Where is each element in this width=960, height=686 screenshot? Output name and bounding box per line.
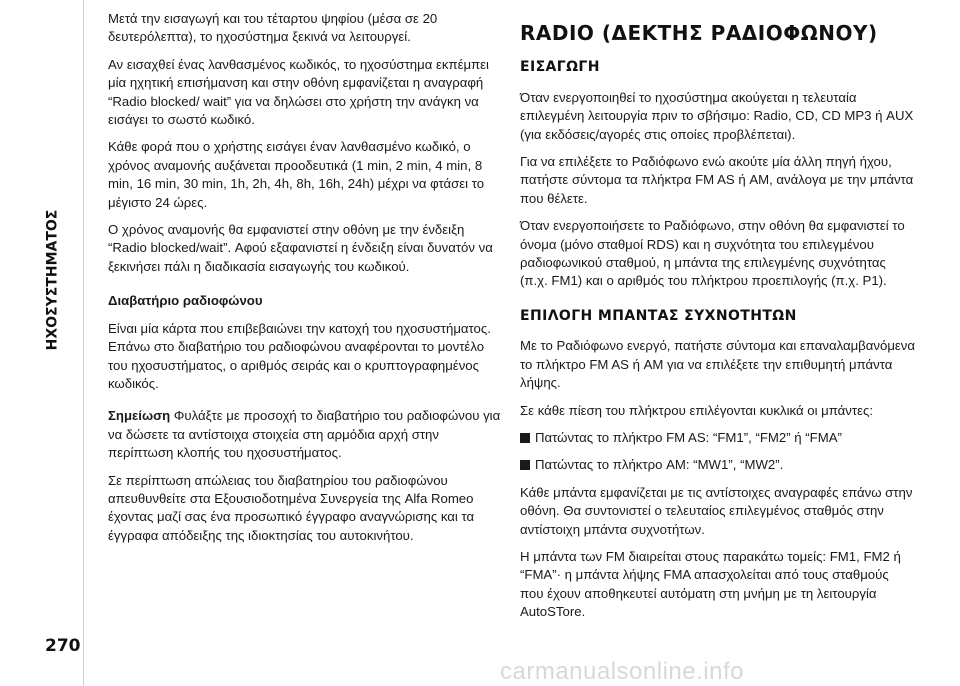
square-bullet-icon — [520, 433, 530, 443]
list-item — [520, 429, 915, 447]
paragraph: Η μπάντα των FM διαιρείται στους παρακάτω τομείς: FM1, FM2 ή “FMA”· η μπάντα λήψης FMA απασχολείται από τους σταθμούς που έχουν αποθηκευτεί αυτόματη στη μνήμη με τη λειτουργία AutoSTore. — [520, 548, 901, 620]
paragraph: Ο χρόνος αναμονής θα εμφανιστεί στην οθόνη με την ένδειξη “Radio blocked/wait”. Αφού εξαφανιστεί η ένδειξη είναι δυνατόν να ξεκινήσει πάλι η διαδικασία εισαγωγής του κωδικού. — [108, 222, 493, 274]
paragraph: Είναι μία κάρτα που επιβεβαιώνει την κατοχή του ηχοσυστήματος. Επάνω στο διαβατήριο του ραδιοφώνου αναφέρονται το μοντέλο του ηχοσυστήματος, ο αριθμός σειράς και ο κρυπτογραφημένος κωδικός. — [108, 320, 491, 391]
note-label: Σημείωση — [108, 408, 171, 424]
note-paragraph — [108, 407, 503, 462]
section-label-container — [40, 180, 64, 380]
square-bullet-icon — [520, 460, 530, 470]
list-item-text: Πατώντας το πλήκτρο FM AS: “FM1”, “FM2” ή “FMA” — [535, 429, 842, 445]
side-tab — [0, 0, 83, 686]
right-column — [520, 10, 915, 631]
list-item — [520, 456, 915, 474]
section-title: RADIO (ΔΕΚΤΗΣ ΡΑΔΙΟΦΩΝΟΥ) — [520, 21, 878, 45]
heading-band-selection: ΕΠΙΛΟΓΗ ΜΠΑΝΤΑΣ ΣΥΧΝΟΤΗΤΩΝ — [520, 307, 797, 324]
subheading-radio-passport: Διαβατήριο ραδιοφώνου — [108, 293, 263, 309]
note-text: Φυλάξτε με προσοχή το διαβατήριο του ραδιοφώνου για να δώσετε τα αντίστοιχα στοιχεία στη αρμόδια αρχή στην περίπτωση κλοπής του ηχοσυστήματος. — [108, 408, 501, 461]
list-item-text: Πατώντας το πλήκτρο AM: “MW1”, “MW2”. — [535, 457, 784, 473]
paragraph: Κάθε φορά που ο χρήστης εισάγει έναν λανθασμένο κωδικό, ο χρόνος αναμονής αυξάνεται προοδευτικά (1 min, 2 min, 4 min, 8 min, 16 min, 30 min, 1h, 2h, 4h, 8h, 16h, 24h) μέχρι να φτάσει το μέγιστο 24 ώρες. — [108, 139, 485, 210]
paragraph: Αν εισαχθεί ένας λανθασμένος κωδικός, το ηχοσύστημα εκπέμπει μία ηχητική επισήμανση και στην οθόνη εμφανίζεται η αναγραφή “Radio blocked/ wait” για να δηλώσει στο χρήστη την ανάγκη να εισάγει το σωστό κωδικό. — [108, 56, 489, 128]
paragraph: Με το Ραδιόφωνο ενεργό, πατήστε σύντομα και επαναλαμβανόμενα το πλήκτρο FM AS ή AM για να επιλέξετε την επιθυμητή μπάντα λήψης. — [520, 338, 916, 391]
paragraph: Όταν ενεργοποιήσετε το Ραδιόφωνο, στην οθόνη θα εμφανιστεί το όνομα (μόνο σταθμοί RDS) και η συχνότητα του επιλεγμένου ραδιοφωνικού σταθμού, η μπάντα της επιλεγμένης συχνότητας (π.χ. FM1) και ο αριθμός του πλήκτρου προεπιλογής (π.χ. P1). — [520, 218, 905, 289]
paragraph: Για να επιλέξετε το Ραδιόφωνο ενώ ακούτε μία άλλη πηγή ήχου, πατήστε σύντομα τα πλήκτρα FM AS ή AM, ανάλογα με την μπάντα που θέλετε. — [520, 154, 914, 206]
paragraph: Μετά την εισαγωγή και του τέταρτου ψηφίου (μέσα σε 20 δευτερόλεπτα), το ηχοσύστημα ξεκινά να λειτουργεί. — [108, 11, 438, 45]
paragraph: Σε περίπτωση απώλειας του διαβατηρίου του ραδιοφώνου απευθυνθείτε στα Εξουσιοδοτημένα Συνεργεία της Alfa Romeo έχοντας μαζί σας ένα προσωπικό έγγραφο αναγνώρισης και τα έγγραφα απόδειξης της ιδιοκτησίας του αυτοκινήτου. — [108, 472, 475, 543]
heading-introduction: ΕΙΣΑΓΩΓΗ — [520, 59, 600, 76]
left-column — [108, 10, 503, 554]
paragraph: Όταν ενεργοποιηθεί το ηχοσύστημα ακούγεται η τελευταία επιλεγμένη λειτουργία πριν το σβήσιμο: Radio, CD, CD MP3 ή AUX (για εκδόσεις/αγορές στις οποίες προβλέπεται). — [520, 89, 914, 142]
watermark: carmanualsonline.info — [500, 658, 744, 685]
section-label: ΗΧΟΣΥΣΤΗΜΑΤΟΣ — [44, 209, 61, 351]
page-number: 270 — [45, 636, 81, 656]
paragraph: Σε κάθε πίεση του πλήκτρου επιλέγονται κυκλικά οι μπάντες: — [520, 402, 873, 418]
paragraph: Κάθε μπάντα εμφανίζεται με τις αντίστοιχες αναγραφές επάνω στην οθόνη. Θα συντονιστεί ο τελευταίος επιλεγμένος σταθμός στην αντίστοιχη μπάντα συχνοτήτων. — [520, 484, 913, 537]
